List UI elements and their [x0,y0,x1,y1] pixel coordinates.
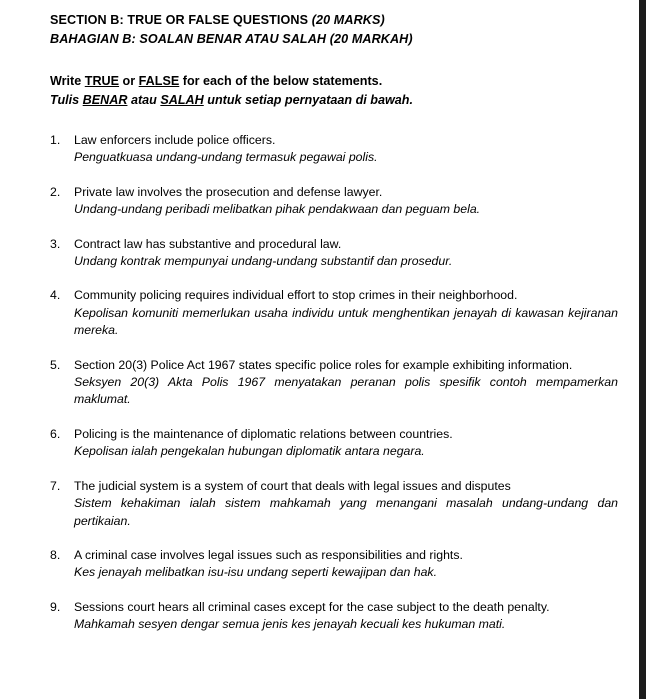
question-text-english: The judicial system is a system of court that deals with legal issues and disputes [74,478,511,493]
question-text-malay: Kes jenayah melibatkan isu-isu undang seperti kewajipan dan hak. [74,565,437,580]
question-text-malay: Kepolisan ialah pengekalan hubungan diplomatik antara negara. [74,444,425,459]
question-item [50,426,618,461]
question-text-malay: Sistem kehakiman ialah sistem mahkamah yang menangani masalah undang-undang dan pertikaian. [74,496,618,528]
instruction-line-english [50,72,618,91]
instruction-keyword-false: FALSE [138,74,180,88]
question-number: 4. [50,288,61,303]
question-item [50,184,618,219]
question-number: 2. [50,184,61,199]
question-text-english: Policing is the maintenance of diplomatic relations between countries. [74,426,453,441]
instruction-keyword-true: TRUE [84,74,120,88]
question-text-english: Community policing requires individual effort to stop crimes in their neighborhood. [74,288,518,303]
question-text-english: Contract law has substantive and procedural law. [74,236,342,251]
instruction-malay-prefix: Tulis [50,93,83,107]
question-number: 1. [50,133,61,147]
question-number: 5. [50,357,61,372]
question-text-malay: Kepolisan komuniti memerlukan usaha individu untuk menghentikan jenayah di kawasan kejiranan mereka. [74,305,618,338]
question-text-malay: Mahkamah sesyen dengar semua jenis kes jenayah kecuali kes hukuman mati. [74,617,506,632]
question-text-english: Sessions court hears all criminal cases except for the case subject to the death penalty. [74,599,550,614]
question-text-english: Law enforcers include police officers. [74,133,276,147]
section-heading-marks: (20 MARKS) [311,13,385,27]
question-text-malay: Undang-undang peribadi melibatkan pihak pendakwaan dan peguam bela. [74,202,481,217]
section-heading-line-malay: BAHAGIAN B: SOALAN BENAR ATAU SALAH (20 MARKAH) [50,32,413,46]
question-number: 7. [50,478,61,493]
instruction-malay-conjunction: atau [127,93,161,107]
question-text-malay: Undang kontrak mempunyai undang-undang substantif dan prosedur. [74,254,453,269]
question-text-english: Private law involves the prosecution and defense lawyer. [74,184,383,199]
section-heading [50,11,618,49]
instruction-block [50,72,618,110]
question-item [50,132,618,167]
instruction-english-conjunction: or [119,74,139,88]
question-item [50,547,618,582]
question-text-english: A criminal case involves legal issues such as responsibilities and rights. [74,547,463,562]
instruction-malay-suffix: untuk setiap pernyataan di bawah. [203,93,413,107]
question-item [50,599,618,634]
question-text-english: Section 20(3) Police Act 1967 states specific police roles for example exhibiting information. [74,357,573,372]
question-item [50,478,618,530]
instruction-line-malay [50,91,618,110]
question-number: 3. [50,236,61,251]
section-heading-line-english [50,11,618,30]
question-item [50,236,618,271]
question-number: 6. [50,426,61,441]
question-number: 8. [50,547,61,562]
page-content [50,11,618,651]
question-list [50,132,618,634]
question-item [50,287,618,339]
instruction-english-prefix: Write [50,74,85,88]
instruction-keyword-benar: BENAR [82,93,128,107]
question-item [50,357,618,409]
question-text-malay: Penguatkuasa undang-undang termasuk pegawai polis. [74,150,378,165]
section-heading-english-text: SECTION B: TRUE OR FALSE QUESTIONS [50,13,312,27]
page-edge-shadow [639,0,646,699]
question-text-malay: Seksyen 20(3) Akta Polis 1967 menyatakan peranan polis spesifik contoh mempamerkan maklumat. [74,375,618,407]
instruction-keyword-salah: SALAH [160,93,204,107]
instruction-english-suffix: for each of the below statements. [179,74,383,88]
question-number: 9. [50,599,61,614]
